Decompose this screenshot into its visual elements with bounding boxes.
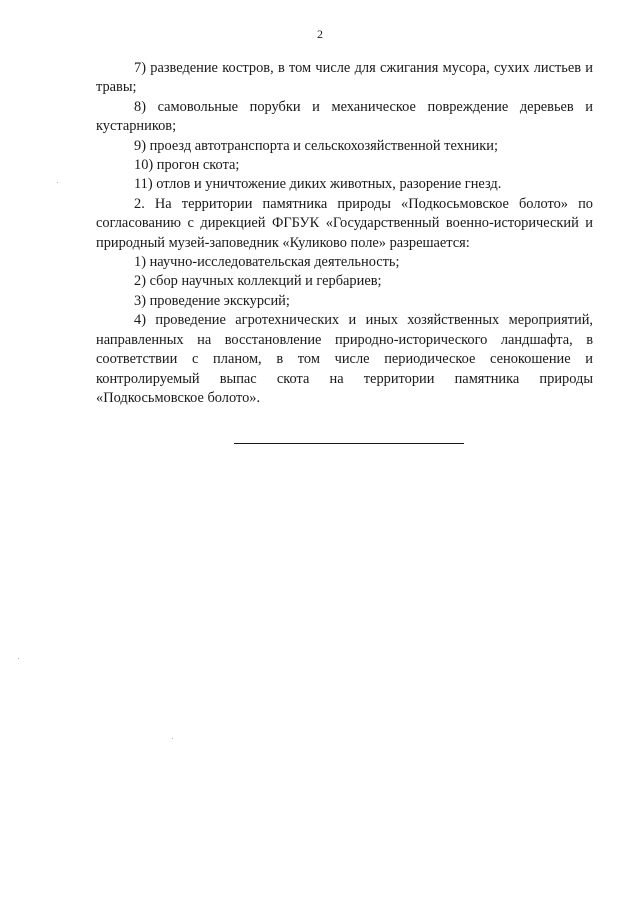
permitted-item-4: 4) проведение агротехнических и иных хозяйственных мероприятий, направленных на восстановление природно-исторического ландшафта, в соответствии с планом, в том числе периодическое сенокошение и контролируемый выпас скота на территории памятника природы «Подкосьмовское болото».	[96, 312, 593, 406]
section-2-paragraph: 2. На территории памятника природы «Подкосьмовское болото» по согласованию с дирекцией ФГБУК «Государственный военно-исторический и природный музей-заповедник «Куликово поле» разрешается:	[96, 195, 593, 251]
end-divider-line	[234, 443, 464, 444]
scan-speck	[172, 738, 173, 739]
list-item-9: 9) проезд автотранспорта и сельскохозяйственной техники;	[134, 137, 498, 154]
scan-speck	[57, 182, 58, 183]
list-item-8: 8) самовольные порубки и механическое повреждение деревьев и кустарников;	[96, 98, 593, 135]
page-number: 2	[317, 27, 323, 41]
document-body	[96, 59, 593, 408]
list-item-11: 11) отлов и уничтожение диких животных, разорение гнезд.	[134, 176, 502, 193]
permitted-item-2: 2) сбор научных коллекций и гербариев;	[134, 273, 382, 290]
list-item-7: 7) разведение костров, в том числе для сжигания мусора, сухих листьев и травы;	[96, 60, 593, 96]
permitted-item-1: 1) научно-исследовательская деятельность;	[134, 254, 400, 271]
list-item-10: 10) прогон скота;	[134, 157, 240, 174]
permitted-item-3: 3) проведение экскурсий;	[134, 292, 290, 309]
scan-speck	[18, 658, 19, 659]
